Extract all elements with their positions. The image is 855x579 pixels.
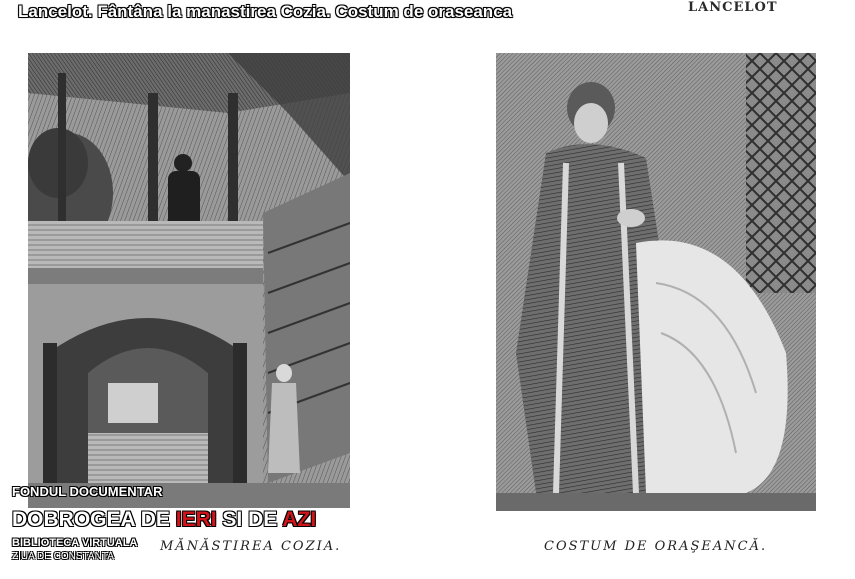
right-plate-caption: COSTUM DE ORAŞEANCĂ. — [544, 539, 768, 554]
brand-part2: SI DE — [216, 508, 283, 531]
page-title: Lancelot. Fântâna la manastirea Cozia. Costum de oraseanca — [18, 2, 513, 21]
brand-red2: AZI — [282, 508, 317, 531]
cozia-fountain-engraving — [28, 53, 350, 508]
left-plate-caption: MĂNĂSTIREA COZIA. — [160, 539, 342, 554]
watermark-library: BIBLIOTECA VIRTUALA — [12, 537, 138, 549]
watermark-sub: ZIUA DE CONSTANTA — [12, 551, 114, 562]
watermark-brand — [12, 508, 316, 532]
watermark-fond: FONDUL DOCUMENTAR — [12, 484, 163, 499]
brand-part1: DOBROGEA DE — [12, 508, 176, 531]
running-head: LANCELOT — [688, 0, 778, 15]
townswoman-costume-engraving — [496, 53, 816, 511]
brand-red1: IERI — [175, 508, 217, 531]
